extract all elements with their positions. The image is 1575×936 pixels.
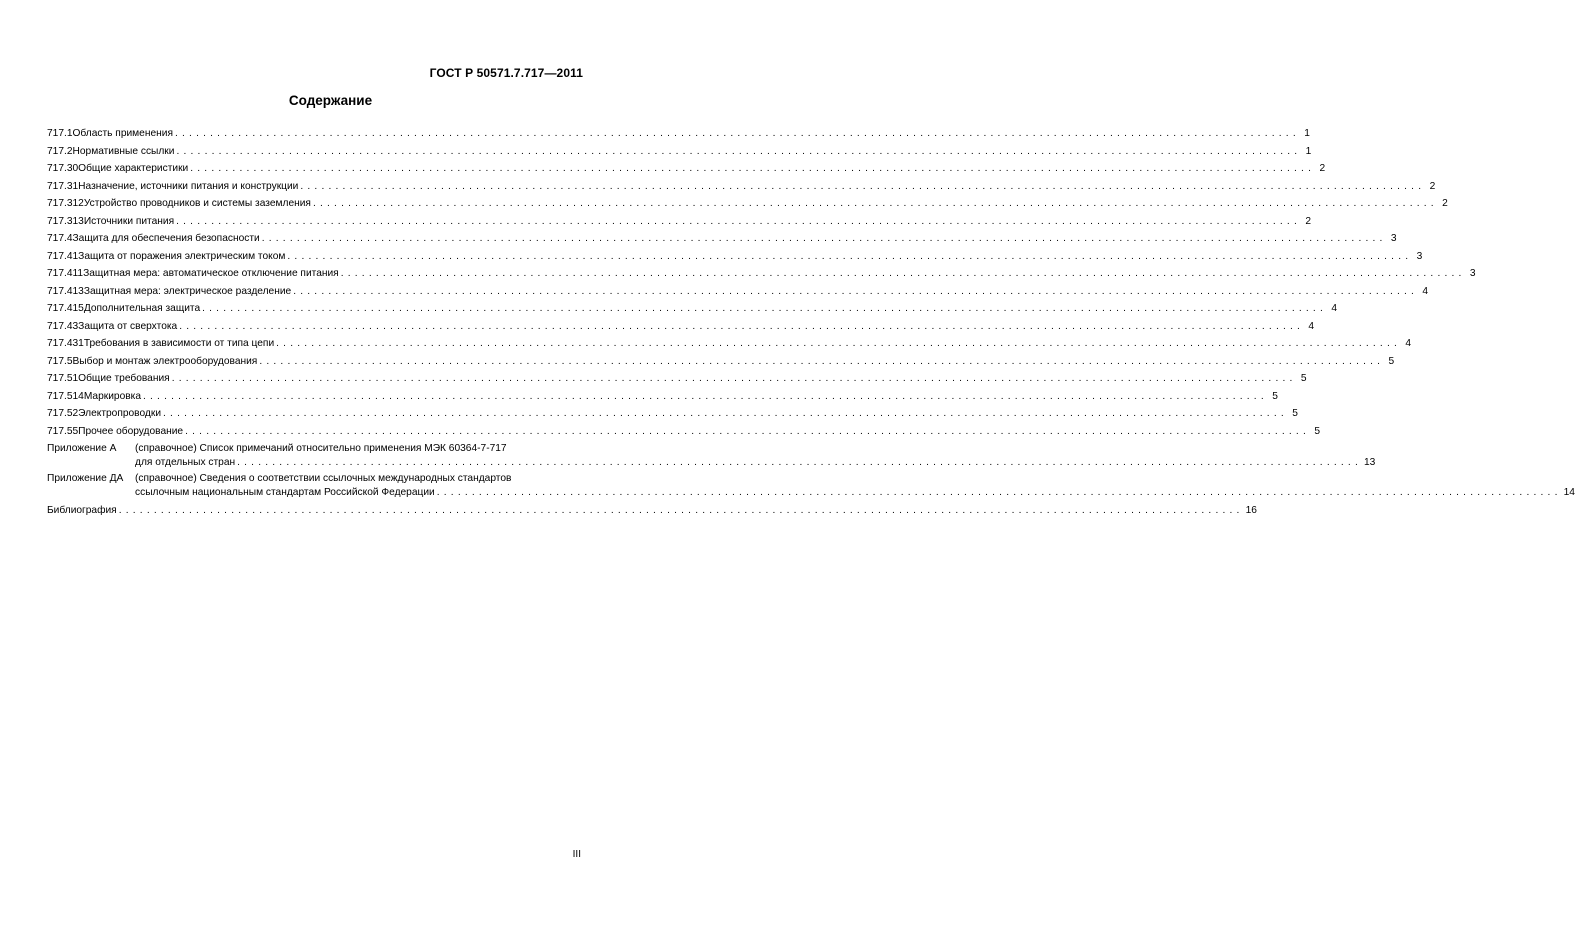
toc-entry-number: 717.1 <box>47 128 73 139</box>
toc-entry[interactable] <box>47 213 1311 231</box>
toc-entry-number: 717.52 <box>47 408 79 419</box>
toc-entry[interactable] <box>47 283 1429 301</box>
toc-entry-title: Защита от сверхтока <box>78 320 178 332</box>
appendix-a-body <box>135 442 1375 470</box>
toc-entry-number: 717.313 <box>47 215 84 227</box>
leader-dots: ................................................................................................................................................................ <box>176 215 1301 227</box>
toc-entry-page: 3 <box>1390 233 1397 244</box>
toc-entry-number: 717.2 <box>47 145 73 157</box>
toc-entry[interactable] <box>47 230 1397 248</box>
toc-entry[interactable] <box>47 388 1278 406</box>
toc-entry-title: Нормативные ссылки <box>72 145 175 157</box>
leader-dots: ................................................................................................................................................................ <box>185 425 1310 437</box>
toc-entry-number: 717.415 <box>47 303 84 314</box>
toc-entry-title: Требования в зависимости от типа цепи <box>83 338 275 349</box>
toc-entry-page: 3 <box>1469 268 1476 279</box>
toc-entry[interactable] <box>47 370 1307 388</box>
leader-dots: ................................................................................................................................................................ <box>176 145 1302 157</box>
toc-entry-page: 2 <box>1442 198 1448 209</box>
toc-entry-title: Защита для обеспечения безопасности <box>72 233 260 244</box>
leader-dots: ................................................................................................................................................................ <box>237 456 1362 468</box>
toc-entry[interactable] <box>47 265 1476 283</box>
toc-entry-title: Защита от поражения электрическим током <box>78 250 286 262</box>
leader-dots: ................................................................................................................................................................ <box>340 268 1466 279</box>
leader-dots: ................................................................................................................................................................ <box>118 504 1244 516</box>
appendix-a-label: Приложение А <box>47 442 117 454</box>
leader-dots: ................................................................................................................................................................ <box>300 180 1426 192</box>
toc-entry[interactable] <box>47 178 1436 196</box>
toc-items <box>47 125 1476 440</box>
toc-entry-title: Дополнительная защита <box>83 303 201 314</box>
toc-entry-title: Общие характеристики <box>78 163 189 174</box>
toc-entry-number: 717.431 <box>47 338 84 349</box>
toc-entry-title: Выбор и монтаж электрооборудования <box>72 355 258 367</box>
toc-entry-number: 717.41 <box>47 250 79 262</box>
toc-appendix-da[interactable] <box>47 472 1575 500</box>
leader-dots: ................................................................................................................................................................ <box>171 373 1297 384</box>
leader-dots: ................................................................................................................................................................ <box>179 320 1305 332</box>
toc-entry-page: 2 <box>1319 163 1326 174</box>
toc-entry-title: Общие требования <box>78 373 170 384</box>
toc-entry[interactable] <box>47 353 1395 371</box>
toc-entry-number: 717.31 <box>47 180 79 192</box>
page-number: III <box>572 849 581 860</box>
toc-entry-number: 717.4 <box>47 233 73 244</box>
toc-entry-title: Защитная мера: автоматическое отключение питания <box>83 268 339 279</box>
toc-entry[interactable] <box>47 248 1423 266</box>
toc-bibliography[interactable] <box>47 502 1257 520</box>
toc-entry-title: Электропроводки <box>78 408 162 419</box>
toc-entry-number: 717.43 <box>47 320 79 332</box>
toc-entry[interactable] <box>47 160 1326 178</box>
toc-entry[interactable] <box>47 335 1412 353</box>
toc-entry-page: 2 <box>1305 215 1311 227</box>
toc-entry-page: 3 <box>1416 250 1423 262</box>
toc-entry-title: Область применения <box>72 128 173 139</box>
toc-entry[interactable] <box>47 318 1315 336</box>
toc-entry-title: Защитная мера: электрическое разделение <box>83 285 292 297</box>
leader-dots: ................................................................................................................................................................ <box>174 128 1300 139</box>
toc-entry-page: 4 <box>1331 303 1337 314</box>
toc-entry-page: 4 <box>1422 285 1429 297</box>
toc-entry-title: Маркировка <box>83 390 141 402</box>
bibliography-page: 16 <box>1245 504 1257 516</box>
appendix-da-label: Приложение ДА <box>47 472 124 484</box>
toc-entry[interactable] <box>47 423 1320 441</box>
leader-dots: ................................................................................................................................................................ <box>293 285 1419 297</box>
toc-entry[interactable] <box>47 405 1298 423</box>
appendix-a-line2-row <box>135 456 1375 470</box>
appendix-da-line2: ссылочным национальным стандартам Российской Федерации <box>135 486 435 498</box>
toc-entry-title: Устройство проводников и системы заземления <box>83 198 311 209</box>
toc-appendix-a[interactable] <box>47 442 1376 470</box>
toc-entry-number: 717.411 <box>47 268 84 279</box>
toc-entry-number: 717.30 <box>47 163 79 174</box>
toc-entry[interactable] <box>47 300 1337 318</box>
toc-entry-title: Источники питания <box>83 215 175 227</box>
toc-entry-title: Назначение, источники питания и конструкции <box>78 180 299 192</box>
toc-entry-number: 717.51 <box>47 373 79 384</box>
table-of-contents <box>47 125 1575 519</box>
toc-entry-page: 1 <box>1304 128 1310 139</box>
leader-dots: ................................................................................................................................................................ <box>202 303 1327 314</box>
leader-dots: ................................................................................................................................................................ <box>287 250 1413 262</box>
toc-entry[interactable] <box>47 195 1448 213</box>
toc-entry-page: 4 <box>1308 320 1315 332</box>
leader-dots: ................................................................................................................................................................ <box>259 355 1385 367</box>
toc-entry-number: 717.312 <box>47 198 84 209</box>
toc-entry-page: 5 <box>1314 425 1320 437</box>
toc-entry-page: 4 <box>1405 338 1412 349</box>
appendix-da-body <box>135 472 1575 500</box>
toc-entry-page: 5 <box>1300 373 1307 384</box>
toc-entry-page: 1 <box>1305 145 1312 157</box>
toc-entry[interactable] <box>47 143 1312 161</box>
toc-entry-number: 717.413 <box>47 285 84 297</box>
leader-dots: ................................................................................................................................................................ <box>143 390 1268 402</box>
standard-identifier: ГОСТ Р 50571.7.717—2011 <box>429 66 583 80</box>
toc-entry-number: 717.5 <box>47 355 73 367</box>
toc-entry-page: 5 <box>1388 355 1395 367</box>
leader-dots: ................................................................................................................................................................ <box>276 338 1402 349</box>
leader-dots: ................................................................................................................................................................ <box>436 486 1562 498</box>
toc-entry-number: 717.55 <box>47 425 79 437</box>
toc-entry-number: 717.514 <box>47 390 84 402</box>
toc-title: Содержание <box>288 93 373 108</box>
leader-dots: ................................................................................................................................................................ <box>312 198 1438 209</box>
appendix-a-line2: для отдельных стран <box>135 456 236 468</box>
appendix-a-page: 13 <box>1364 456 1376 468</box>
leader-dots: ................................................................................................................................................................ <box>261 233 1387 244</box>
toc-entry[interactable] <box>47 125 1310 143</box>
appendix-a-line1: (справочное) Список примечаний относительно применения МЭК 60364-7-717 <box>135 442 507 454</box>
toc-entry-page: 5 <box>1272 390 1278 402</box>
appendix-da-page: 14 <box>1563 486 1575 498</box>
appendix-da-line2-row <box>135 486 1575 500</box>
leader-dots: ................................................................................................................................................................ <box>163 408 1288 419</box>
toc-entry-title: Прочее оборудование <box>78 425 184 437</box>
appendix-da-line1: (справочное) Сведения о соответствии ссылочных международных стандартов <box>135 472 512 484</box>
toc-entry-page: 5 <box>1292 408 1298 419</box>
toc-entry-page: 2 <box>1429 180 1436 192</box>
bibliography-title: Библиография <box>47 504 117 516</box>
leader-dots: ................................................................................................................................................................ <box>190 163 1316 174</box>
